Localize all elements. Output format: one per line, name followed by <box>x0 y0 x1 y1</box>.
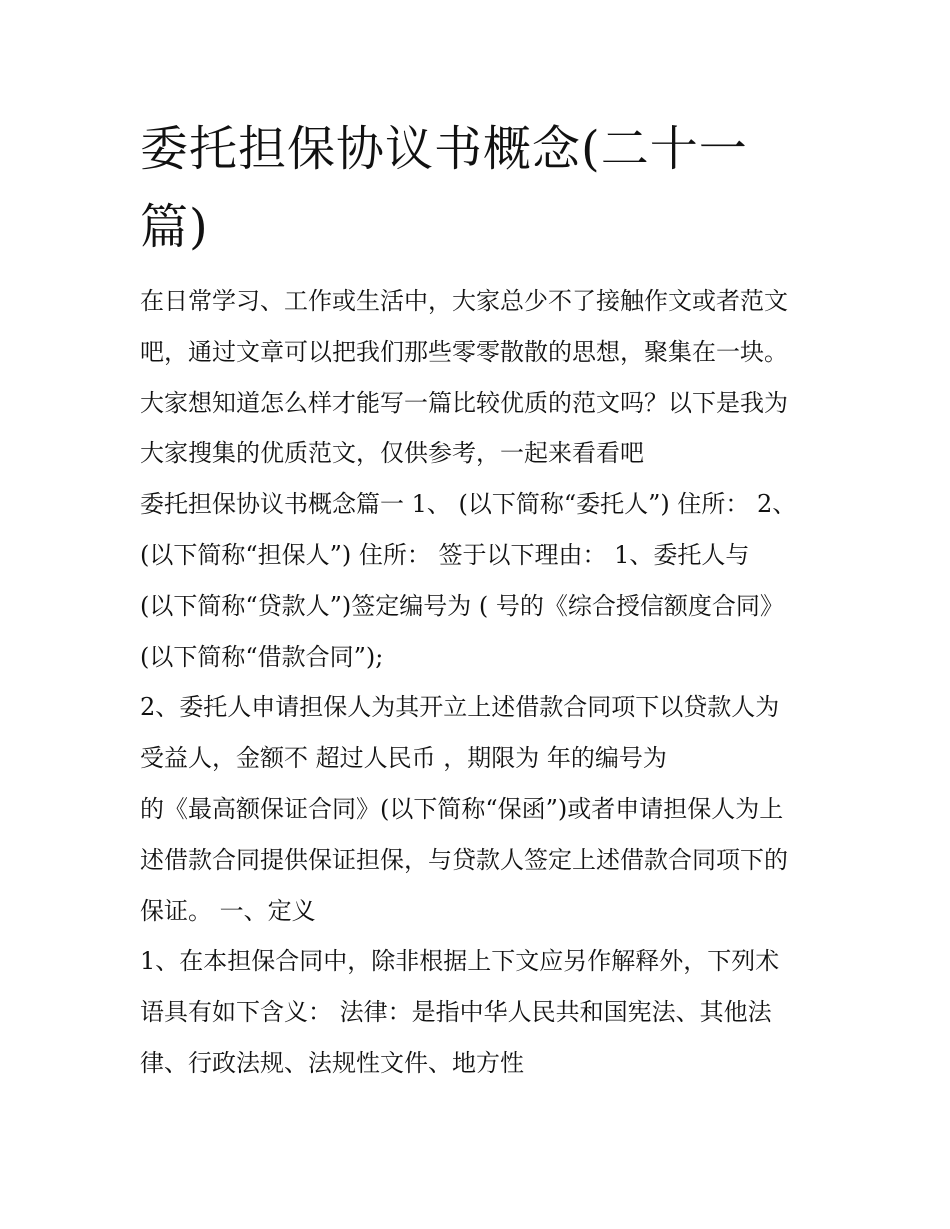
text-line: 述借款合同提供保证担保，与贷款人签定上述借款合同项下的 <box>140 845 788 874</box>
paragraph-intro <box>140 276 820 479</box>
text-line: 大家想知道怎么样才能写一篇比较优质的范文吗？以下是我为 <box>140 388 788 417</box>
document-body <box>140 276 820 1089</box>
title-line: 篇) <box>140 199 209 255</box>
text-line: 吧，通过文章可以把我们那些零零散散的思想，聚集在一块。 <box>140 337 788 366</box>
paragraph-parties <box>140 479 820 682</box>
document-page <box>140 110 820 1089</box>
text-line: 保证。 一、定义 <box>140 896 316 925</box>
text-line: 大家搜集的优质范文，仅供参考，一起来看看吧 <box>140 439 644 468</box>
text-line: 委托担保协议书概念篇一 1、 (以下简称“委托人”) 住所： 2、 <box>140 490 797 519</box>
paragraph-definitions <box>140 936 820 1088</box>
paragraph-guarantee <box>140 682 820 936</box>
text-line: (以下简称“借款合同”); <box>140 642 384 671</box>
text-line: 受益人，金额不 超过人民币 ，期限为 年的编号为 <box>140 744 667 773</box>
text-line: (以下简称“担保人”) 住所： 签于以下理由： 1、委托人与 <box>140 540 750 569</box>
text-line: 2、委托人申请担保人为其开立上述借款合同项下以贷款人为 <box>140 693 780 722</box>
title-line: 委托担保协议书概念(二十一 <box>140 121 748 177</box>
text-line: 律、行政法规、法规性文件、地方性 <box>140 1048 524 1077</box>
text-line: 1、在本担保合同中，除非根据上下文应另作解释外，下列术 <box>140 947 780 976</box>
text-line: (以下简称“贷款人”)签定编号为 ( 号的《综合授信额度合同》 <box>140 591 784 620</box>
text-line: 在日常学习、工作或生活中，大家总少不了接触作文或者范文 <box>140 287 788 315</box>
text-line: 语具有如下含义： 法律：是指中华人民共和国宪法、其他法 <box>140 998 772 1027</box>
text-line: 的《最高额保证合同》(以下简称“保函”)或者申请担保人为上 <box>140 794 784 823</box>
document-title <box>140 110 820 266</box>
